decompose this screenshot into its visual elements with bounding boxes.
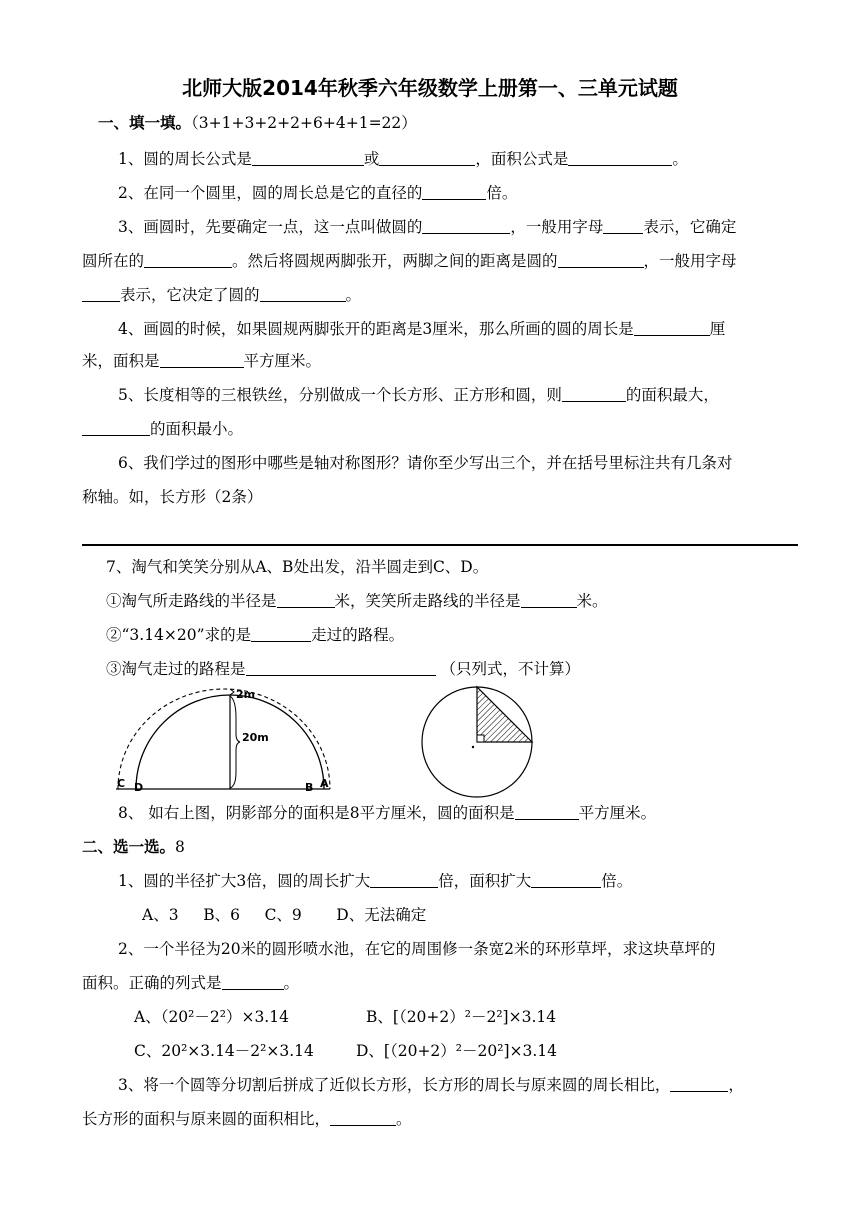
option-C: C、20²×3.14－2²×3.14 xyxy=(134,1042,314,1060)
section1-heading: 一、填一填。 xyxy=(98,114,192,132)
blank[interactable] xyxy=(251,625,311,642)
question-1-5-line2: 的面积最小。 xyxy=(82,418,243,440)
blank[interactable] xyxy=(144,251,232,268)
blank[interactable] xyxy=(379,149,475,166)
question-2-2-line2: 面积。正确的列式是 。 xyxy=(82,974,300,992)
question-1-7-intro: 7、淘气和笑笑分别从A、B处出发，沿半圆走到C、D。 xyxy=(106,558,489,576)
blank[interactable] xyxy=(422,217,510,234)
blank[interactable] xyxy=(370,871,438,888)
shaded-triangle xyxy=(477,687,532,742)
question-1-4-line2: 米，面积是 平方厘米。 xyxy=(82,352,322,370)
section2-heading-line xyxy=(82,836,185,858)
right-angle-mark xyxy=(477,735,484,742)
question-1-4-line1: 4、画圆的时候，如果圆规两脚张开的距离是3厘米，那么所画的圆的周长是 厘 xyxy=(118,320,726,338)
question-1-7-sub2: ②“3.14×20”求的是 走过的路程。 xyxy=(106,626,405,644)
section2-heading: 二、选一选。 xyxy=(82,838,176,856)
blank[interactable] xyxy=(634,319,710,336)
question-1-6-line2: 称轴。如，长方形（2条） xyxy=(82,488,263,506)
option-D: D、[（20+2）²－20²]×3.14 xyxy=(356,1042,557,1060)
blank[interactable] xyxy=(252,149,364,166)
blank[interactable] xyxy=(568,149,672,166)
label-D: D xyxy=(134,781,144,794)
blank[interactable] xyxy=(562,385,626,402)
question-1-5-line1: 5、长度相等的三根铁丝，分别做成一个长方形、正方形和圆，则 的面积最大， xyxy=(118,386,719,404)
blank[interactable] xyxy=(82,419,150,436)
question-2-3-line1: 3、将一个圆等分切割后拼成了近似长方形，长方形的周长与原来圆的周长相比， ， xyxy=(118,1076,744,1094)
question-1-7-sub1: ①淘气所走路线的半径是 米，笑笑所走路线的半径是 米。 xyxy=(106,592,608,610)
question-2-3-line2: 长方形的面积与原来圆的面积相比， 。 xyxy=(82,1110,412,1128)
question-2-1: 1、圆的半径扩大3倍，圆的周长扩大 倍，面积扩大 倍。 xyxy=(118,872,633,890)
question-1-3-line3: 表示，它决定了圆的 。 xyxy=(82,284,361,306)
blank[interactable] xyxy=(82,285,120,302)
semicircle-path-figure xyxy=(112,686,332,798)
blank[interactable] xyxy=(558,251,644,268)
blank[interactable] xyxy=(603,217,643,234)
circle-shaded-triangle-figure xyxy=(418,684,536,802)
blank[interactable] xyxy=(515,803,579,820)
question-1-7-sub3: ③淘气走过的路程是 （只列式，不计算） xyxy=(106,660,580,678)
blank[interactable] xyxy=(521,591,577,608)
question-1-3-line2: 圆所在的 。然后将圆规两脚张开，两脚之间的距离是圆的 ，一般用字母 xyxy=(82,252,737,270)
label-20m: 20m xyxy=(242,731,269,744)
option-B: B、[（20+2）²－2²]×3.14 xyxy=(366,1008,557,1026)
blank[interactable] xyxy=(246,659,436,676)
question-2-2-line1: 2、一个半径为20米的圆形喷水池，在它的周围修一条宽2米的环形草坪，求这块草坪的 xyxy=(118,940,716,958)
question-2-1-options: A、3 B、6 C、9 D、无法确定 xyxy=(142,906,427,924)
blank[interactable] xyxy=(222,973,284,990)
option-A: A、（20²－2²）×3.14 xyxy=(134,1008,289,1026)
blank[interactable] xyxy=(422,183,486,200)
question-1-8: 8、 如右上图，阴影部分的面积是8平方厘米，圆的面积是 平方厘米。 xyxy=(118,804,657,822)
20m-brace xyxy=(230,696,240,788)
question-1-6-line1: 6、我们学过的图形中哪些是轴对称图形？请你至少写出三个，并在括号里标注共有几条对 xyxy=(118,454,733,472)
question-1-1: 1、圆的周长公式是 或 ，面积公式是 。 xyxy=(118,150,688,168)
label-2m: 2m xyxy=(236,688,256,701)
section2-points: 8 xyxy=(175,838,185,856)
section1-points: （3+1+3+2+2+6+4+1=22） xyxy=(191,114,417,132)
blank[interactable] xyxy=(531,871,601,888)
divider-rule xyxy=(82,544,798,546)
blank[interactable] xyxy=(670,1075,728,1092)
blank[interactable] xyxy=(330,1109,396,1126)
blank[interactable] xyxy=(160,351,244,368)
question-1-3-line1: 3、画圆时，先要确定一点，这一点叫做圆的 ，一般用字母 表示，它确定 xyxy=(118,218,737,236)
blank[interactable] xyxy=(260,285,346,302)
blank[interactable] xyxy=(277,591,335,608)
question-1-2: 2、在同一个圆里，圆的周长总是它的直径的 倍。 xyxy=(118,184,518,202)
page-title: 北师大版2014年秋季六年级数学上册第一、三单元试题 xyxy=(182,76,678,100)
label-C: C xyxy=(117,777,126,790)
label-B: B xyxy=(305,781,314,794)
center-point xyxy=(472,746,474,748)
label-A: A xyxy=(320,777,329,790)
section1-heading-line xyxy=(98,112,417,134)
